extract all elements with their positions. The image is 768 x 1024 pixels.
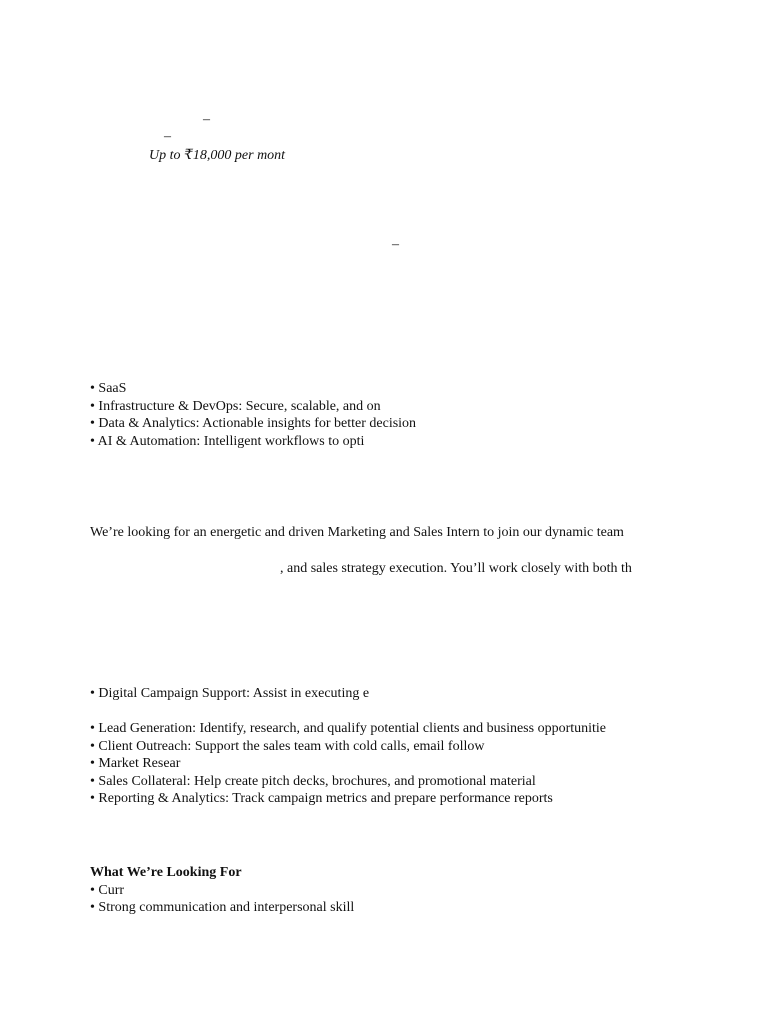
- stipend-text: Up to ₹18,000 per mont: [149, 148, 286, 163]
- requirements-section: [90, 864, 354, 917]
- list-item: • AI & Automation: Intelligent workflows to opti: [90, 433, 365, 449]
- list-item: • Curr: [90, 882, 125, 898]
- list-item: • Digital Campaign Support: Assist in executing e: [90, 686, 370, 701]
- list-item: • Infrastructure & DevOps: Secure, scalable, and on: [90, 398, 381, 414]
- dash-mark: –: [392, 237, 399, 252]
- dash-mark: –: [203, 112, 210, 127]
- responsibilities-list: [90, 720, 606, 808]
- list-item: • Strong communication and interpersonal skill: [90, 900, 355, 916]
- list-item: • Sales Collateral: Help create pitch decks, brochures, and promotional material: [90, 773, 536, 789]
- list-item: • SaaS: [90, 381, 127, 396]
- intro-paragraph-line: We’re looking for an energetic and driven Marketing and Sales Intern to join our dynamic team: [90, 525, 624, 540]
- intro-paragraph-line: , and sales strategy execution. You’ll work closely with both th: [280, 561, 632, 576]
- services-list: [90, 380, 416, 450]
- list-item: • Market Resear: [90, 756, 181, 772]
- list-item: • Reporting & Analytics: Track campaign metrics and prepare performance reports: [90, 791, 553, 807]
- section-heading: What We’re Looking For: [90, 865, 242, 880]
- list-item: • Lead Generation: Identify, research, and qualify potential clients and business opportunitie: [90, 721, 606, 736]
- list-item: • Client Outreach: Support the sales team with cold calls, email follow: [90, 738, 485, 754]
- dash-mark: –: [164, 129, 171, 144]
- list-item: • Data & Analytics: Actionable insights for better decision: [90, 416, 417, 432]
